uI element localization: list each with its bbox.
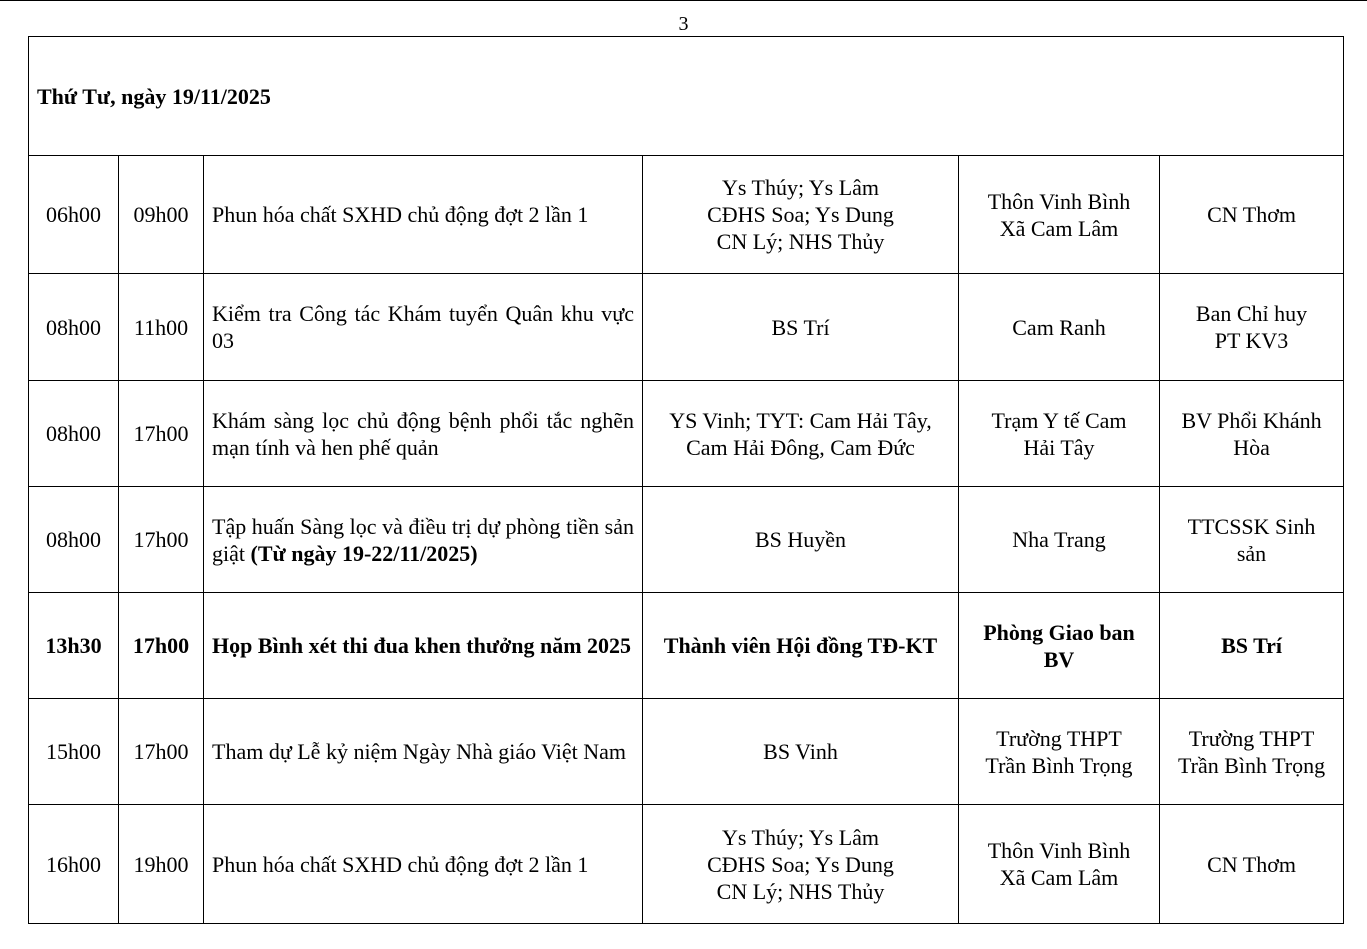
activity-text: Phun hóa chất SXHD chủ động đợt 2 lần 1 — [212, 202, 589, 227]
table-row — [29, 381, 1344, 487]
location-line: Nha Trang — [1012, 527, 1106, 552]
location-line: Cam Ranh — [1012, 314, 1106, 340]
start-time: 08h00 — [29, 487, 119, 593]
location-line: Thôn Vinh Bình — [987, 188, 1131, 214]
location — [959, 156, 1160, 274]
participants-line: CN Lý; NHS Thủy — [716, 229, 885, 254]
activity-text: Phun hóa chất SXHD chủ động đợt 2 lần 1 — [212, 851, 589, 877]
start-time: 16h00 — [29, 805, 119, 924]
activity-content — [204, 593, 643, 699]
host-unit — [1160, 381, 1344, 487]
host-unit — [1160, 593, 1344, 699]
host-unit-line: TTCSSK Sinh — [1187, 513, 1316, 539]
participants-line: Thành viên Hội đồng TĐ-KT — [663, 633, 938, 658]
start-time: 13h30 — [29, 593, 119, 699]
location — [959, 381, 1160, 487]
activity-note: (Từ ngày 19-22/11/2025) — [250, 540, 478, 566]
activity-content — [204, 805, 643, 924]
host-unit-line: CN Thơm — [1207, 202, 1296, 227]
location — [959, 593, 1160, 699]
end-time: 17h00 — [119, 381, 204, 487]
schedule-table — [28, 36, 1344, 924]
location — [959, 274, 1160, 381]
location-line: Phòng Giao ban — [983, 619, 1135, 645]
activity-text: Khám sàng lọc chủ động bệnh phổi tắc nghẽn mạn tính và hen phế quản — [212, 407, 634, 460]
participants — [643, 487, 959, 593]
host-unit-line: Trần Bình Trọng — [1177, 752, 1326, 778]
location — [959, 805, 1160, 924]
start-time: 08h00 — [29, 274, 119, 381]
participants — [643, 156, 959, 274]
location-line: Xã Cam Lâm — [999, 865, 1119, 890]
host-unit-line: Hòa — [1233, 434, 1270, 460]
participants-line: Ys Thúy; Ys Lâm — [721, 824, 880, 850]
host-unit-line: BS Trí — [1221, 633, 1282, 658]
end-time: 19h00 — [119, 805, 204, 924]
participants-line: Ys Thúy; Ys Lâm — [721, 175, 880, 200]
start-time: 15h00 — [29, 699, 119, 805]
participants — [643, 805, 959, 924]
activity-content — [204, 699, 643, 805]
participants-line: BS Trí — [771, 314, 830, 340]
location — [959, 699, 1160, 805]
day-header-row — [29, 37, 1344, 156]
participants-line: CĐHS Soa; Ys Dung — [707, 202, 894, 227]
host-unit — [1160, 805, 1344, 924]
participants-line: CN Lý; NHS Thủy — [716, 878, 885, 904]
location-line: Hải Tây — [1023, 434, 1095, 460]
top-rule — [0, 0, 1367, 1]
participants — [643, 381, 959, 487]
table-row — [29, 805, 1344, 924]
host-unit — [1160, 156, 1344, 274]
page-number: 3 — [678, 13, 689, 35]
host-unit-line: BV Phổi Khánh — [1181, 407, 1322, 433]
host-unit — [1160, 487, 1344, 593]
end-time: 11h00 — [119, 274, 204, 381]
activity-content — [204, 274, 643, 381]
location-line: Thôn Vinh Bình — [987, 838, 1131, 863]
host-unit-line: Trường THPT — [1188, 725, 1315, 751]
table-row — [29, 274, 1344, 381]
location-line: Trường THPT — [996, 725, 1122, 751]
table-row — [29, 699, 1344, 805]
participants — [643, 699, 959, 805]
host-unit-line: Ban Chỉ huy — [1195, 301, 1308, 326]
participants-line: BS Vinh — [763, 739, 838, 764]
host-unit-line: sản — [1236, 540, 1267, 566]
table-row — [29, 487, 1344, 593]
end-time: 17h00 — [119, 487, 204, 593]
end-time: 09h00 — [119, 156, 204, 274]
end-time: 17h00 — [119, 593, 204, 699]
activity-content — [204, 487, 643, 593]
host-unit — [1160, 699, 1344, 805]
participants — [643, 274, 959, 381]
participants — [643, 593, 959, 699]
activity-text: Tập huấn Sàng lọc và điều trị dự phòng tiền sản giật — [212, 513, 634, 566]
location-line: BV — [1043, 646, 1075, 672]
table-row — [29, 593, 1344, 699]
host-unit — [1160, 274, 1344, 381]
participants-line: BS Huyền — [754, 527, 847, 552]
end-time: 17h00 — [119, 699, 204, 805]
day-header: Thứ Tư, ngày 19/11/2025 — [29, 37, 1344, 156]
start-time: 08h00 — [29, 381, 119, 487]
host-unit-line: PT KV3 — [1214, 328, 1289, 353]
location-line: Trần Bình Trọng — [985, 752, 1133, 778]
activity-text: Tham dự Lễ kỷ niệm Ngày Nhà giáo Việt Nam — [212, 739, 627, 764]
activity-text: Họp Bình xét thi đua khen thưởng năm 2025 — [212, 633, 632, 658]
location-line: Trạm Y tế Cam — [991, 407, 1127, 433]
activity-content — [204, 381, 643, 487]
host-unit-line: CN Thơm — [1207, 851, 1296, 877]
table-row — [29, 156, 1344, 274]
participants-line: CĐHS Soa; Ys Dung — [707, 851, 894, 877]
activity-text: Kiểm tra Công tác Khám tuyển Quân khu vực 03 — [212, 301, 634, 353]
participants-line: Cam Hải Đông, Cam Đức — [686, 434, 915, 460]
location — [959, 487, 1160, 593]
start-time: 06h00 — [29, 156, 119, 274]
participants-line: YS Vinh; TYT: Cam Hải Tây, — [669, 407, 932, 433]
activity-content — [204, 156, 643, 274]
location-line: Xã Cam Lâm — [999, 215, 1119, 241]
